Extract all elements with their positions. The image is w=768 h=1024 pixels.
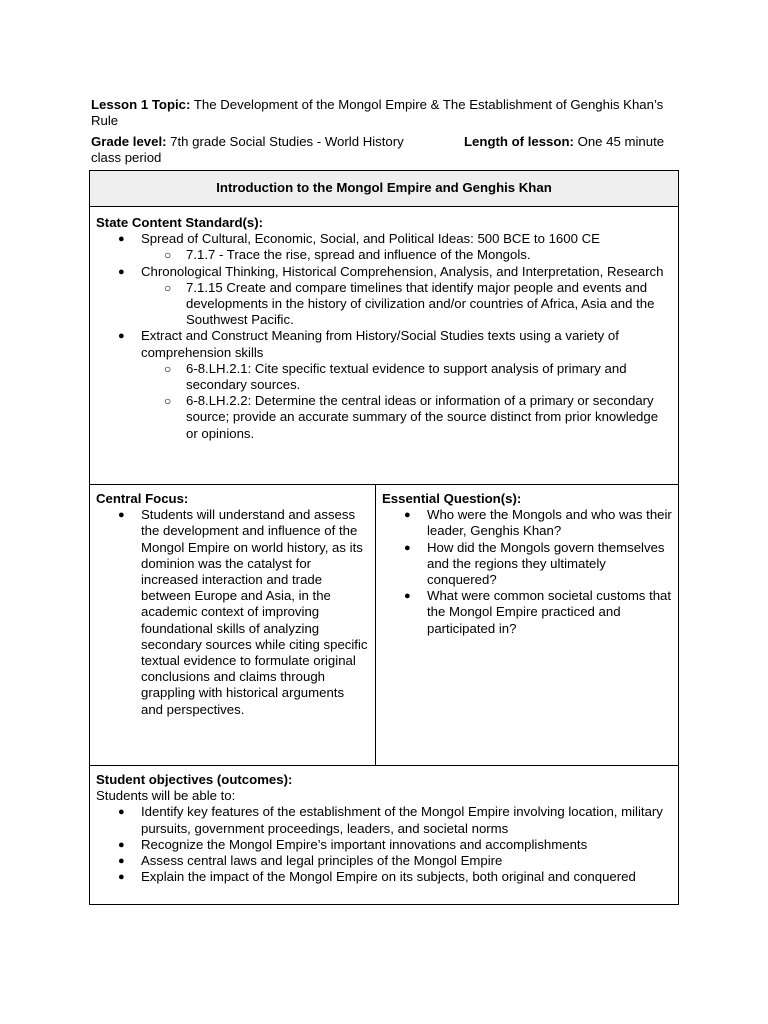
bullet-icon: ● — [118, 855, 125, 868]
central-focus-heading: Central Focus: — [96, 491, 189, 506]
list-item: ● Extract and Construct Meaning from History/Social Studies texts using a variety of comprehension skills — [118, 328, 619, 360]
bullet-icon: ● — [118, 265, 125, 278]
bullet-icon: ● — [404, 590, 411, 603]
central-focus-list — [96, 507, 369, 718]
list-item: ● Identify key features of the establishment of the Mongol Empire involving location, military pursuits, government proceedings, leaders, and societal norms — [118, 804, 663, 836]
length-text-continued: class period — [91, 150, 162, 166]
grade-text: 7th grade Social Studies - World History — [170, 134, 404, 149]
list-item: ○ 7.1.15 Create and compare timelines that identify major people and events and developments in the history of civilization and/or countries of Africa, Asia and the Southwest Pacific. — [164, 279, 655, 328]
standards-heading: State Content Standard(s): — [96, 215, 264, 230]
bullet-icon: ● — [404, 541, 411, 554]
grade-length-row — [91, 134, 681, 166]
length-text: One 45 minute — [577, 134, 665, 149]
hollow-bullet-icon: ○ — [164, 361, 172, 376]
lesson-topic — [91, 97, 681, 129]
lesson-table — [89, 170, 679, 905]
bullet-icon: ● — [404, 509, 411, 522]
list-item: ● Students will understand and assess the development and influence of the Mongol Empire on world history, as its dominion was the catalyst for increased interaction and trade between Europe and Asia, in the academic context of improving foundational skills of analyzing secondary sources while citing specific textual evidence to formulate original conclusions and claims through grappling with historical arguments and perspectives. — [118, 507, 368, 717]
list-item: ● Assess central laws and legal principles of the Mongol Empire — [118, 853, 503, 869]
essential-questions-cell — [376, 485, 679, 766]
standards-cell — [90, 207, 679, 485]
bullet-icon: ● — [118, 871, 125, 884]
objectives-cell — [90, 766, 679, 905]
list-item: ● What were common societal customs that the Mongol Empire practiced and participated in? — [404, 588, 672, 636]
hollow-bullet-icon: ○ — [164, 394, 172, 409]
table-title: Introduction to the Mongol Empire and Genghis Khan — [90, 171, 679, 207]
topic-label: Lesson 1 Topic: — [91, 97, 191, 112]
bullet-icon: ● — [118, 509, 125, 522]
grade-level — [91, 134, 404, 149]
list-item: ● Spread of Cultural, Economic, Social, and Political Ideas: 500 BCE to 1600 CE — [118, 231, 600, 247]
objectives-heading: Student objectives (outcomes): — [96, 772, 293, 787]
central-focus-cell — [90, 485, 376, 766]
list-item: ● Explain the impact of the Mongol Empire on its subjects, both original and conquered — [118, 869, 636, 885]
essential-questions-heading: Essential Question(s): — [382, 491, 522, 506]
lesson-length — [464, 134, 664, 150]
bullet-icon: ● — [118, 233, 125, 246]
hollow-bullet-icon: ○ — [164, 248, 172, 263]
bullet-icon: ● — [118, 330, 125, 343]
topic-text: The Development of the Mongol Empire & The Establishment of Genghis Khan’s Rule — [91, 97, 664, 129]
bullet-icon: ● — [118, 806, 125, 819]
hollow-bullet-icon: ○ — [164, 280, 172, 295]
standards-list — [96, 231, 672, 442]
list-item: ○ 6-8.LH.2.1: Cite specific textual evidence to support analysis of primary and secondary sources. — [164, 360, 627, 393]
objectives-intro: Students will be able to: — [96, 788, 236, 804]
length-label: Length of lesson: — [464, 134, 574, 149]
list-item: ● Chronological Thinking, Historical Comprehension, Analysis, and Interpretation, Research — [118, 263, 664, 279]
list-item: ● How did the Mongols govern themselves and the regions they ultimately conquered? — [404, 539, 665, 588]
objectives-list — [96, 804, 672, 885]
list-item: ● Recognize the Mongol Empire’s important innovations and accomplishments — [118, 836, 588, 852]
list-item: ○ 6-8.LH.2.2: Determine the central ideas or information of a primary or secondary source; provide an accurate summary of the source distinct from prior knowledge or opinions. — [164, 393, 659, 441]
list-item: ● Who were the Mongols and who was their leader, Genghis Khan? — [404, 507, 672, 539]
essential-questions-list — [382, 507, 672, 637]
grade-label: Grade level: — [91, 134, 167, 149]
bullet-icon: ● — [118, 838, 125, 851]
list-item: ○ 7.1.7 - Trace the rise, spread and influence of the Mongols. — [164, 247, 531, 263]
